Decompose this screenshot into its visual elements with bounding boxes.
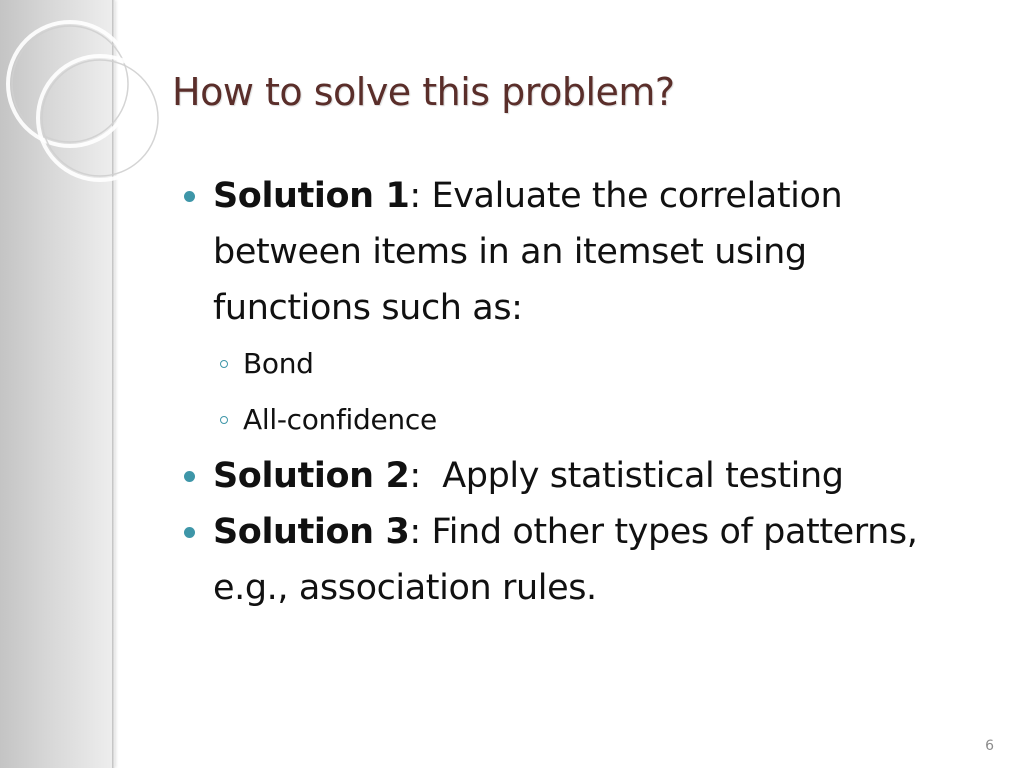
sub-bullet-ring-icon [220,360,228,368]
bullet-solution-1 [182,168,992,336]
page-number: 6 [985,738,994,754]
bullet-text: e.g., association rules. [213,568,597,608]
bullet-dot-icon [184,191,195,202]
bullet-text: : Apply statistical testing [409,456,844,496]
bullet-text: : Find other types of patterns, [409,512,918,552]
bullet-text: functions such as: [213,288,523,328]
subitem-all-confidence [182,392,992,448]
slide-content [182,168,992,616]
bullet-text: : Evaluate the correlation [409,176,843,216]
bullet-label: Solution 2 [213,456,410,496]
bullet-solution-2 [182,448,992,504]
bullet-dot-icon [184,471,195,482]
subitem-text: All-confidence [243,403,437,436]
slide-title: How to solve this problem? [172,70,675,114]
subitem-text: Bond [243,347,314,380]
bullet-dot-icon [184,527,195,538]
decorative-rings-icon [0,0,130,210]
bullet-solution-3 [182,504,992,616]
sub-bullet-ring-icon [220,416,228,424]
bullet-label: Solution 3 [213,512,410,552]
bullet-text: between items in an itemset using [213,232,807,272]
subitem-bond [182,336,992,392]
bullet-label: Solution 1 [213,176,410,216]
